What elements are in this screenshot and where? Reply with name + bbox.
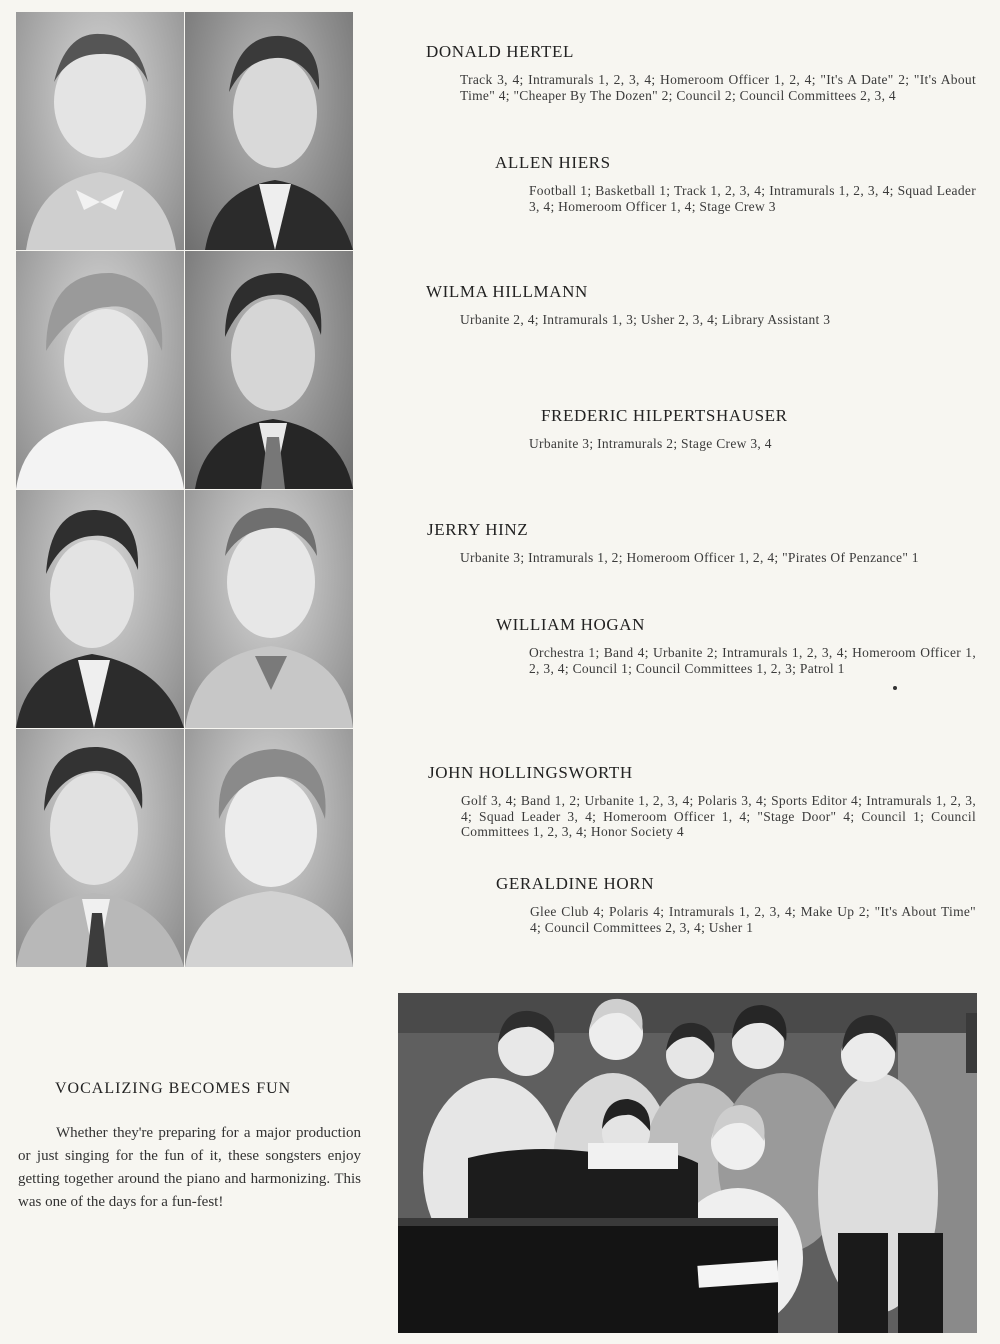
student-activities: Track 3, 4; Intramurals 1, 2, 3, 4; Homeroom Officer 1, 2, 4; "It's A Date" 2; "It's About Time" 4; "Cheaper By The Dozen" 2; Council 2; Council Committees 2, 3, 4 [460, 72, 976, 103]
student-activities: Football 1; Basketball 1; Track 1, 2, 3, 4; Intramurals 1, 2, 3, 4; Squad Leader 3, 4; Homeroom Officer 1, 4; Stage Crew 3 [529, 183, 976, 214]
print-speck [893, 686, 897, 690]
portrait-photo [185, 12, 353, 250]
student-name: JERRY HINZ [427, 520, 529, 539]
student-activities: Golf 3, 4; Band 1, 2; Urbanite 1, 2, 3, 4; Polaris 3, 4; Sports Editor 4; Intramurals 1, 2, 3, 4; Squad Leader 3, 4; Homeroom Officer 1, 4; "Stage Door" 4; Council 1; Council Committees 1, 2, 3, 4; Honor Society 4 [461, 793, 976, 839]
student-name: WILLIAM HOGAN [496, 615, 645, 634]
caption-body: Whether they're preparing for a major production or just singing for the fun of it, these songsters enjoy getting together around the piano and harmonizing. This was one of the days for a fun-fest! [18, 1125, 361, 1210]
student-activities: Urbanite 3; Intramurals 1, 2; Homeroom Officer 1, 2, 4; "Pirates Of Penzance" 1 [460, 550, 919, 565]
entry-allen-hiers [495, 153, 976, 214]
entry-john-hollingsworth [428, 763, 976, 840]
student-activities: Urbanite 3; Intramurals 2; Stage Crew 3, 4 [529, 436, 772, 451]
entry-jerry-hinz [427, 520, 976, 566]
portrait-photo [185, 251, 353, 489]
student-name: JOHN HOLLINGSWORTH [428, 763, 633, 782]
entry-william-hogan [496, 615, 976, 676]
entry-donald-hertel [426, 42, 976, 103]
portrait-grid [16, 12, 353, 967]
portrait-photo [185, 729, 353, 967]
portrait-photo [16, 12, 184, 250]
student-name: ALLEN HIERS [495, 153, 611, 172]
student-name: WILMA HILLMANN [426, 282, 588, 301]
portrait-photo [16, 251, 184, 489]
student-name: DONALD HERTEL [426, 42, 574, 61]
portrait-photo [185, 490, 353, 728]
student-activities: Orchestra 1; Band 4; Urbanite 2; Intramurals 1, 2, 3, 4; Homeroom Officer 1, 2, 3, 4; Council 1; Council Committees 1, 2, 3; Patrol 1 [529, 645, 976, 676]
entry-geraldine-horn [496, 874, 976, 935]
group-photo-piano [398, 993, 977, 1333]
portrait-photo [16, 490, 184, 728]
student-name: GERALDINE HORN [496, 874, 655, 893]
student-activities: Glee Club 4; Polaris 4; Intramurals 1, 2, 3, 4; Make Up 2; "It's About Time" 4; Council Committees 2, 3, 4; Usher 1 [530, 904, 976, 935]
student-name: FREDERIC HILPERTSHAUSER [541, 406, 788, 425]
entry-wilma-hillmann [426, 282, 976, 328]
entry-frederic-hilpertshauser [529, 406, 976, 452]
student-activities: Urbanite 2, 4; Intramurals 1, 3; Usher 2, 3, 4; Library Assistant 3 [460, 312, 831, 327]
portrait-photo [16, 729, 184, 967]
caption-title: VOCALIZING BECOMES FUN [55, 1080, 292, 1097]
